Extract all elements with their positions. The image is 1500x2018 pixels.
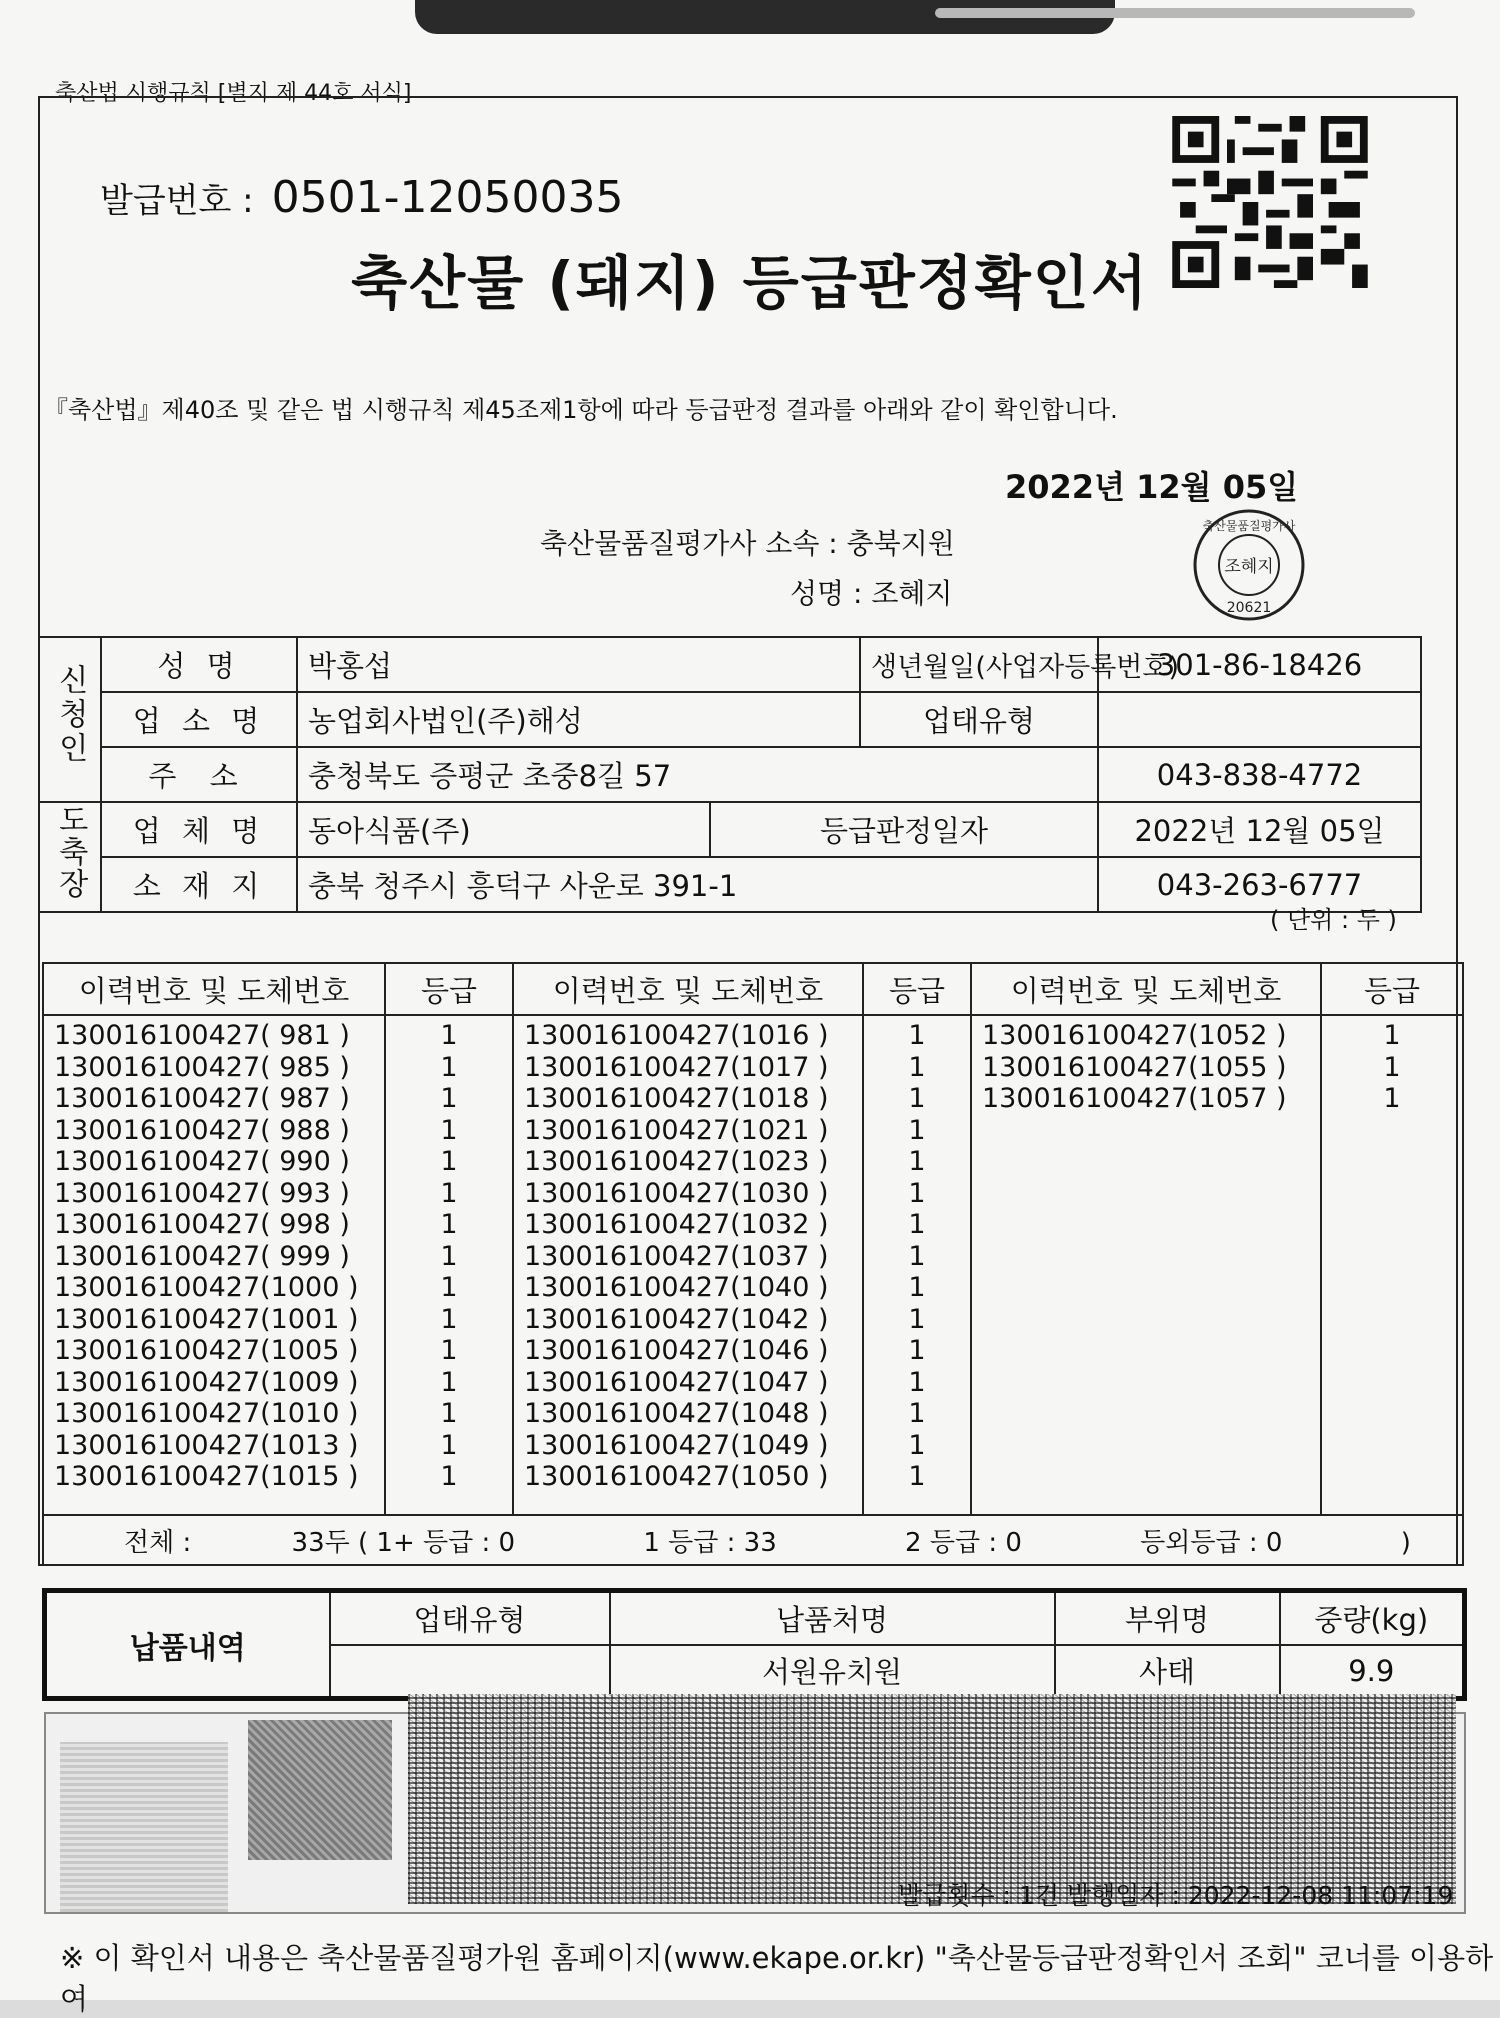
header-id-3: 이력번호 및 도체번호 xyxy=(971,963,1321,1015)
grade-summary xyxy=(43,1515,1463,1565)
carcass-id: 130016100427(1030 ) xyxy=(524,1177,829,1209)
carcass-id: 130016100427(1040 ) xyxy=(524,1272,829,1303)
delivery-weight-header: 중량(kg) xyxy=(1280,1591,1465,1645)
summary-total-label: 전체 : xyxy=(124,1527,192,1558)
carcass-grade: 1 xyxy=(908,1461,926,1492)
carcass-grade: 1 xyxy=(1383,1020,1401,1051)
applicant-name-row xyxy=(39,637,1421,692)
footer-note: ※ 이 확인서 내용은 축산물품질평가원 홈페이지(www.ekape.or.kr) "축산물등급판정확인서 조회" 코너를 이용하여 xyxy=(60,1941,1494,2016)
carcass-id: 130016100427(1001 ) xyxy=(54,1303,359,1335)
summary-close: ) xyxy=(1400,1527,1411,1558)
carcass-id: 130016100427(1015 ) xyxy=(54,1461,359,1492)
carcass-grade: 1 xyxy=(440,1398,458,1429)
biztype-value xyxy=(1098,692,1421,747)
grade-table-body xyxy=(43,1015,1463,1515)
clipboard-clip xyxy=(415,0,1115,34)
issue-date: 2022년 12월 05일 xyxy=(1005,468,1299,506)
clip-bar xyxy=(935,8,1415,18)
location-value: 충북 청주시 흥덕구 사운로 391-1 xyxy=(297,857,1098,912)
applicant-business-row xyxy=(39,692,1421,747)
summary-row xyxy=(43,1515,1463,1565)
slaughterhouse-phone: 043-263-6777 xyxy=(1098,857,1421,912)
carcass-grade: 1 xyxy=(440,1114,458,1146)
delivery-weight: 9.9 xyxy=(1280,1645,1465,1699)
carcass-id: 130016100427(1049 ) xyxy=(524,1429,829,1461)
carcass-grade: 1 xyxy=(908,1146,926,1177)
carcass-grade: 1 xyxy=(440,1335,458,1366)
delivery-part: 사태 xyxy=(1055,1645,1280,1699)
birth-label: 생년월일(사업자등록번호) xyxy=(860,637,1098,692)
summary-total: 33두 ( 1+ 등급 : 0 xyxy=(291,1527,516,1558)
header-id-1: 이력번호 및 도체번호 xyxy=(43,963,385,1015)
applicant-address-row xyxy=(39,747,1421,802)
carcass-id: 130016100427(1010 ) xyxy=(54,1398,359,1429)
carcass-grade: 1 xyxy=(908,1240,926,1272)
carcass-grade: 1 xyxy=(908,1398,926,1429)
carcass-id: 130016100427( 990 ) xyxy=(54,1146,350,1177)
ekape-watermark xyxy=(60,1742,228,1912)
slaughterhouse-company-row xyxy=(39,802,1421,857)
delivery-table xyxy=(42,1588,1467,1701)
official-seal-stamp xyxy=(1192,508,1306,622)
grade-date-value: 2022년 12월 05일 xyxy=(1098,802,1421,857)
carcass-grade: 1 xyxy=(1383,1083,1401,1114)
carcass-grade-table xyxy=(42,962,1464,1566)
business-name-label: 업 소 명 xyxy=(101,692,297,747)
seal-bottom-text: 20621 xyxy=(1226,600,1272,616)
carcass-id: 130016100427( 999 ) xyxy=(54,1240,350,1272)
carcass-id: 130016100427(1032 ) xyxy=(524,1209,829,1240)
carcass-id: 130016100427(1016 ) xyxy=(524,1020,829,1051)
id-list-column-1 xyxy=(43,1015,385,1515)
carcass-id: 130016100427(1037 ) xyxy=(524,1240,829,1272)
issue-number xyxy=(100,172,623,223)
issue-number-value: 0501-12050035 xyxy=(271,172,624,223)
business-name: 농업회사법인(주)해성 xyxy=(297,692,860,747)
seal-center-text: 조혜지 xyxy=(1224,557,1274,577)
company-label: 업 체 명 xyxy=(101,802,297,857)
carcass-grade: 1 xyxy=(440,1146,458,1177)
delivery-recipient: 서원유치원 xyxy=(610,1645,1055,1699)
location-label: 소 재 지 xyxy=(101,857,297,912)
summary-grade2: 2 등급 : 0 xyxy=(905,1527,1022,1558)
id-list-column-2 xyxy=(513,1015,863,1515)
security-pattern-small xyxy=(248,1720,392,1860)
header-grade-3: 등급 xyxy=(1321,963,1463,1015)
carcass-id: 130016100427(1048 ) xyxy=(524,1398,829,1429)
carcass-grade: 1 xyxy=(440,1240,458,1272)
carcass-id: 130016100427(1046 ) xyxy=(524,1335,829,1366)
carcass-id: 130016100427(1055 ) xyxy=(982,1051,1287,1083)
carcass-id: 130016100427(1017 ) xyxy=(524,1051,829,1083)
grade-list-column-2 xyxy=(863,1015,971,1515)
issue-number-label: 발급번호 : xyxy=(100,181,254,221)
grade-list-column-1 xyxy=(385,1015,513,1515)
delivery-recipient-header: 납품처명 xyxy=(610,1591,1055,1645)
applicant-name-label: 성 명 xyxy=(101,637,297,692)
carcass-grade: 1 xyxy=(908,1429,926,1461)
carcass-id: 130016100427(1018 ) xyxy=(524,1083,829,1114)
carcass-id: 130016100427(1057 ) xyxy=(982,1083,1287,1114)
carcass-id: 130016100427( 985 ) xyxy=(54,1051,350,1083)
carcass-id: 130016100427( 987 ) xyxy=(54,1083,350,1114)
carcass-grade: 1 xyxy=(908,1272,926,1303)
delivery-biztype-header: 업태유형 xyxy=(330,1591,610,1645)
form-reference: 축산법 시행규칙 [별지 제 44호 서식] xyxy=(55,81,412,106)
carcass-grade: 1 xyxy=(440,1083,458,1114)
header-id-2: 이력번호 및 도체번호 xyxy=(513,963,863,1015)
company-value: 동아식품(주) xyxy=(297,802,710,857)
applicant-slaughterhouse-table xyxy=(38,636,1422,913)
birth-value: 301-86-18426 xyxy=(1098,637,1421,692)
grade-date-label: 등급판정일자 xyxy=(710,802,1098,857)
carcass-grade: 1 xyxy=(440,1209,458,1240)
carcass-grade: 1 xyxy=(1383,1051,1401,1083)
grader-affiliation: 축산물품질평가사 소속 : 충북지원 xyxy=(540,527,955,560)
carcass-grade: 1 xyxy=(440,1366,458,1398)
slaughterhouse-section-label: 도축장 xyxy=(39,802,101,912)
carcass-grade: 1 xyxy=(908,1051,926,1083)
2d-barcode xyxy=(408,1694,1456,1904)
applicant-phone: 043-838-4772 xyxy=(1098,747,1421,802)
carcass-id: 130016100427(1009 ) xyxy=(54,1366,359,1398)
carcass-id: 130016100427(1052 ) xyxy=(982,1020,1287,1051)
header-grade-2: 등급 xyxy=(863,963,971,1015)
carcass-id: 130016100427(1021 ) xyxy=(524,1114,829,1146)
applicant-name: 박홍섭 xyxy=(297,637,860,692)
delivery-biztype xyxy=(330,1645,610,1699)
grade-list-column-3 xyxy=(1321,1015,1463,1515)
summary-other: 등외등급 : 0 xyxy=(1140,1527,1283,1558)
id-list-column-3 xyxy=(971,1015,1321,1515)
carcass-id: 130016100427(1023 ) xyxy=(524,1146,829,1177)
slaughterhouse-location-row xyxy=(39,857,1421,912)
applicant-section-label: 신청인 xyxy=(39,637,101,802)
carcass-id: 130016100427( 998 ) xyxy=(54,1209,350,1240)
biztype-label: 업태유형 xyxy=(860,692,1098,747)
carcass-grade: 1 xyxy=(908,1020,926,1051)
grader-name: 성명 : 조혜지 xyxy=(790,577,953,610)
carcass-grade: 1 xyxy=(908,1303,926,1335)
carcass-grade: 1 xyxy=(440,1051,458,1083)
carcass-grade: 1 xyxy=(908,1114,926,1146)
carcass-id: 130016100427( 988 ) xyxy=(54,1114,350,1146)
carcass-grade: 1 xyxy=(440,1461,458,1492)
address-label: 주 소 xyxy=(101,747,297,802)
carcass-grade: 1 xyxy=(440,1272,458,1303)
carcass-grade: 1 xyxy=(908,1366,926,1398)
carcass-grade: 1 xyxy=(440,1020,458,1051)
address-value: 충청북도 증평군 초중8길 57 xyxy=(297,747,1098,802)
carcass-id: 130016100427(1013 ) xyxy=(54,1429,359,1461)
delivery-header-row xyxy=(45,1591,1465,1645)
carcass-id: 130016100427( 981 ) xyxy=(54,1020,350,1051)
carcass-id: 130016100427(1047 ) xyxy=(524,1366,829,1398)
carcass-id: 130016100427(1050 ) xyxy=(524,1461,829,1492)
intro-statement: 『축산법』제40조 및 같은 법 시행규칙 제45조제1항에 따라 등급판정 결과를 아래와 같이 확인합니다. xyxy=(44,396,1118,424)
carcass-id: 130016100427(1000 ) xyxy=(54,1272,359,1303)
summary-grade1: 1 등급 : 33 xyxy=(643,1527,777,1558)
document-title: 축산물 (돼지) 등급판정확인서 xyxy=(351,249,1149,317)
grade-table-header xyxy=(43,963,1463,1015)
header-grade-1: 등급 xyxy=(385,963,513,1015)
carcass-id: 130016100427(1042 ) xyxy=(524,1303,829,1335)
delivery-label: 납품내역 xyxy=(45,1591,330,1699)
seal-top-text: 축산물품질평가사 xyxy=(1202,519,1296,533)
qr-code-icon xyxy=(1172,116,1368,288)
carcass-id: 130016100427(1005 ) xyxy=(54,1335,359,1366)
delivery-part-header: 부위명 xyxy=(1055,1591,1280,1645)
carcass-grade: 1 xyxy=(440,1177,458,1209)
unit-note: ( 단위 : 두 ) xyxy=(1270,906,1397,934)
issue-count-and-datetime: 발급횟수 : 1건 발행일자 : 2022-12-08 11:07:19 xyxy=(898,1881,1454,1910)
carcass-grade: 1 xyxy=(908,1209,926,1240)
carcass-id: 130016100427( 993 ) xyxy=(54,1177,350,1209)
carcass-grade: 1 xyxy=(908,1083,926,1114)
carcass-grade: 1 xyxy=(440,1429,458,1461)
carcass-grade: 1 xyxy=(440,1303,458,1335)
carcass-grade: 1 xyxy=(908,1177,926,1209)
carcass-grade: 1 xyxy=(908,1335,926,1366)
